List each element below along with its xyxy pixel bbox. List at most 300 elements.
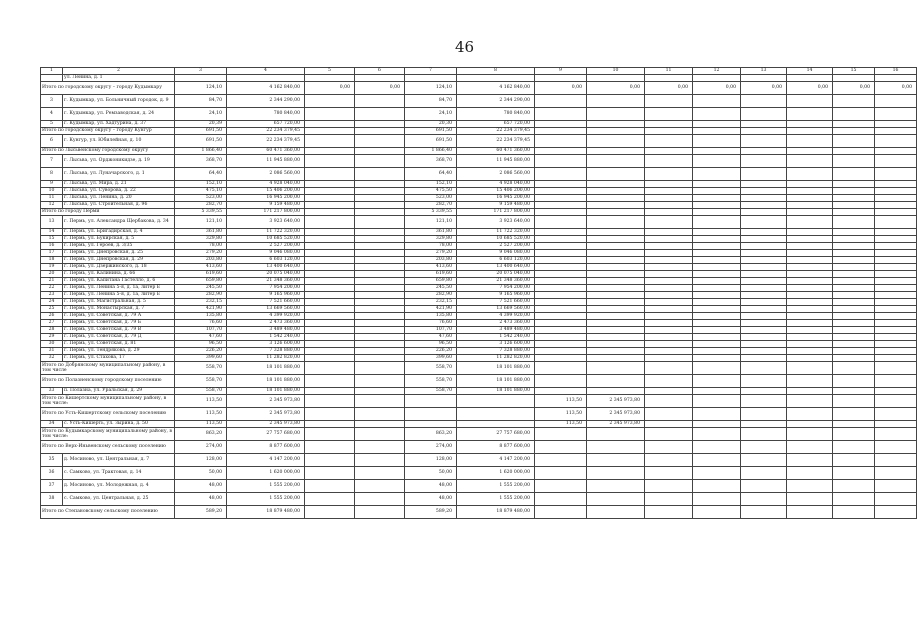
value-cell <box>833 135 875 148</box>
value-cell: 124,10 <box>405 82 457 95</box>
subtotal-label-cell: Итого по городу Перми <box>41 209 175 216</box>
value-cell: 2 344 290,00 <box>457 95 535 108</box>
value-cell <box>741 128 787 135</box>
value-cell <box>305 168 355 181</box>
address-cell: г. Пермь, ул. Монастырская, д. 7 <box>63 306 175 313</box>
value-cell: 64,40 <box>175 168 227 181</box>
value-cell <box>355 181 405 188</box>
value-cell <box>741 229 787 236</box>
value-cell: 558,70 <box>405 362 457 375</box>
value-cell <box>355 493 405 506</box>
value-cell <box>693 362 741 375</box>
value-cell <box>875 408 917 421</box>
value-cell: 3 126 600,00 <box>457 341 535 348</box>
value-cell <box>833 209 875 216</box>
value-cell <box>587 467 645 480</box>
value-cell: 589,20 <box>405 506 457 519</box>
value-cell: 21 348 360,00 <box>457 278 535 285</box>
value-cell <box>741 375 787 388</box>
value-cell <box>355 257 405 264</box>
row-number-cell: 16 <box>41 243 63 250</box>
value-cell: 1 620 000,00 <box>227 467 305 480</box>
value-cell <box>227 75 305 82</box>
value-cell <box>587 168 645 181</box>
value-cell: 18 879 480,00 <box>227 506 305 519</box>
budget-table <box>40 67 917 519</box>
value-cell <box>535 128 587 135</box>
value-cell <box>587 121 645 128</box>
table-row <box>41 195 917 202</box>
value-cell <box>693 480 741 493</box>
value-cell: 4 147 200,00 <box>227 454 305 467</box>
value-cell <box>645 408 693 421</box>
value-cell <box>305 441 355 454</box>
value-cell <box>587 285 645 292</box>
value-cell: 7 328 880,00 <box>227 348 305 355</box>
value-cell <box>305 108 355 121</box>
value-cell: 1 866,40 <box>405 148 457 155</box>
value-cell <box>645 320 693 327</box>
row-number-cell: 9 <box>41 181 63 188</box>
value-cell <box>833 306 875 313</box>
value-cell <box>693 327 741 334</box>
value-cell: 279,20 <box>175 250 227 257</box>
value-cell <box>833 216 875 229</box>
value-cell <box>787 285 833 292</box>
value-cell <box>833 348 875 355</box>
column-number-cell: 2 <box>63 68 175 75</box>
value-cell <box>645 292 693 299</box>
table-body <box>41 75 917 519</box>
value-cell <box>355 341 405 348</box>
value-cell: 558,70 <box>175 362 227 375</box>
value-cell: 2 345 973,80 <box>587 421 645 428</box>
value-cell <box>693 348 741 355</box>
subtotal-label-cell: Итого по Усть-Кишертскому сельскому поселению <box>41 408 175 421</box>
value-cell <box>833 493 875 506</box>
value-cell <box>693 467 741 480</box>
value-cell: 203,80 <box>405 257 457 264</box>
row-number-cell: 14 <box>41 229 63 236</box>
value-cell: 10 685 520,00 <box>457 236 535 243</box>
value-cell: 2 345 973,80 <box>587 395 645 408</box>
value-cell <box>645 441 693 454</box>
table-row <box>41 454 917 467</box>
address-cell: г. Лысьва, ул. Орджоникидзе, д. 19 <box>63 155 175 168</box>
value-cell <box>787 108 833 121</box>
row-number-cell: 7 <box>41 155 63 168</box>
table-row <box>41 299 917 306</box>
value-cell <box>305 250 355 257</box>
column-number-cell: 7 <box>405 68 457 75</box>
value-cell: 84,70 <box>175 95 227 108</box>
value-cell: 475,50 <box>405 188 457 195</box>
address-cell: г. Пермь, ул. Букирская, д. 5 <box>63 236 175 243</box>
subtotal-row <box>41 375 917 388</box>
value-cell <box>833 188 875 195</box>
value-cell <box>587 243 645 250</box>
value-cell <box>587 334 645 341</box>
value-cell <box>535 278 587 285</box>
value-cell <box>787 306 833 313</box>
row-number-cell: 37 <box>41 480 63 493</box>
value-cell <box>787 121 833 128</box>
value-cell <box>355 278 405 285</box>
value-cell: 691,50 <box>175 128 227 135</box>
value-cell <box>587 128 645 135</box>
value-cell: 0,00 <box>535 82 587 95</box>
value-cell <box>587 135 645 148</box>
value-cell <box>645 278 693 285</box>
value-cell <box>741 285 787 292</box>
row-number-cell: 13 <box>41 216 63 229</box>
value-cell <box>535 195 587 202</box>
row-number-cell: 22 <box>41 285 63 292</box>
address-cell: с. Самково, ул. Центральная, д. 25 <box>63 493 175 506</box>
value-cell <box>741 408 787 421</box>
value-cell <box>787 467 833 480</box>
value-cell: 274,00 <box>405 441 457 454</box>
value-cell: 619,60 <box>405 271 457 278</box>
value-cell <box>787 155 833 168</box>
value-cell <box>587 209 645 216</box>
value-cell <box>355 320 405 327</box>
value-cell <box>833 264 875 271</box>
value-cell <box>535 375 587 388</box>
value-cell <box>587 250 645 257</box>
column-number-cell: 14 <box>787 68 833 75</box>
address-cell: г. Пермь, ул. Советская, д. 81 <box>63 341 175 348</box>
value-cell <box>741 313 787 320</box>
value-cell <box>875 271 917 278</box>
value-cell <box>741 155 787 168</box>
address-cell: г. Пермь, ул. Бригадирская, д. 4 <box>63 229 175 236</box>
value-cell: 0,00 <box>305 82 355 95</box>
value-cell <box>587 292 645 299</box>
value-cell <box>305 320 355 327</box>
value-cell: 1 542 240,00 <box>227 334 305 341</box>
value-cell <box>693 75 741 82</box>
row-number-cell: 26 <box>41 313 63 320</box>
value-cell: 282,90 <box>405 292 457 299</box>
value-cell <box>535 202 587 209</box>
value-cell: 64,40 <box>405 168 457 181</box>
value-cell <box>535 243 587 250</box>
value-cell <box>693 355 741 362</box>
value-cell <box>305 121 355 128</box>
value-cell <box>355 348 405 355</box>
table-row <box>41 388 917 395</box>
value-cell <box>587 299 645 306</box>
table-row <box>41 168 917 181</box>
value-cell <box>535 264 587 271</box>
value-cell <box>535 236 587 243</box>
value-cell <box>535 292 587 299</box>
column-number-cell: 5 <box>305 68 355 75</box>
value-cell <box>535 334 587 341</box>
value-cell: 24,10 <box>405 108 457 121</box>
address-cell: г. Кудымкар, ул. Хадтурина, д. 37 <box>63 121 175 128</box>
value-cell <box>535 271 587 278</box>
value-cell <box>693 148 741 155</box>
table-row <box>41 216 917 229</box>
value-cell <box>645 341 693 348</box>
value-cell <box>305 493 355 506</box>
value-cell: 107,70 <box>175 327 227 334</box>
value-cell <box>741 195 787 202</box>
value-cell <box>875 362 917 375</box>
value-cell <box>645 243 693 250</box>
value-cell: 5 339,55 <box>175 209 227 216</box>
value-cell: 18 879 480,00 <box>457 506 535 519</box>
value-cell <box>535 493 587 506</box>
value-cell <box>833 128 875 135</box>
value-cell: 245,50 <box>405 285 457 292</box>
value-cell <box>355 243 405 250</box>
value-cell <box>305 506 355 519</box>
value-cell: 152,10 <box>405 181 457 188</box>
value-cell <box>457 75 535 82</box>
table-row <box>41 202 917 209</box>
value-cell: 282,70 <box>405 202 457 209</box>
value-cell: 13 669 560,00 <box>227 306 305 313</box>
value-cell <box>693 454 741 467</box>
subtotal-label-cell: Итого по Кудымкарскому муниципальному району, в том числе: <box>41 428 175 441</box>
value-cell <box>787 271 833 278</box>
value-cell: 113,50 <box>175 408 227 421</box>
value-cell <box>355 188 405 195</box>
value-cell <box>787 188 833 195</box>
value-cell <box>787 506 833 519</box>
value-cell: 7 954 200,00 <box>457 285 535 292</box>
value-cell <box>305 209 355 216</box>
value-cell <box>305 395 355 408</box>
value-cell <box>833 195 875 202</box>
row-number-cell: 10 <box>41 188 63 195</box>
value-cell <box>645 375 693 388</box>
value-cell <box>875 285 917 292</box>
value-cell <box>833 155 875 168</box>
value-cell <box>645 348 693 355</box>
column-number-cell: 10 <box>587 68 645 75</box>
column-number-row <box>41 68 917 75</box>
value-cell: 10 685 520,00 <box>227 236 305 243</box>
value-cell <box>833 75 875 82</box>
value-cell: 18 101 880,00 <box>227 362 305 375</box>
value-cell <box>787 128 833 135</box>
value-cell <box>535 299 587 306</box>
value-cell <box>833 202 875 209</box>
subtotal-label-cell: Итого по Добрянскому муниципальному району, в том числе <box>41 362 175 375</box>
value-cell <box>355 395 405 408</box>
value-cell: 0,00 <box>875 82 917 95</box>
value-cell <box>693 250 741 257</box>
row-number-cell: 34 <box>41 421 63 428</box>
value-cell: 558,70 <box>175 375 227 388</box>
value-cell: 657 720,00 <box>457 121 535 128</box>
value-cell: 558,70 <box>405 388 457 395</box>
value-cell <box>305 202 355 209</box>
value-cell <box>355 334 405 341</box>
subtotal-label-cell: Итого по городскому округу – городу Кунгур <box>41 128 175 135</box>
address-cell: г. Пермь, ул. Стахова, 17 <box>63 355 175 362</box>
value-cell: 691,50 <box>405 135 457 148</box>
table-row <box>41 250 917 257</box>
address-cell: г. Пермь, ул. Советская, д. 79 Д <box>63 334 175 341</box>
value-cell <box>305 454 355 467</box>
value-cell <box>693 408 741 421</box>
value-cell: 7 521 660,00 <box>457 299 535 306</box>
table-row <box>41 320 917 327</box>
value-cell <box>305 428 355 441</box>
value-cell <box>535 467 587 480</box>
value-cell <box>875 334 917 341</box>
value-cell <box>305 292 355 299</box>
subtotal-row <box>41 506 917 519</box>
value-cell <box>875 428 917 441</box>
value-cell <box>741 320 787 327</box>
value-cell: 96,50 <box>405 341 457 348</box>
value-cell: 113,50 <box>175 395 227 408</box>
value-cell <box>875 75 917 82</box>
value-cell <box>741 135 787 148</box>
value-cell <box>355 135 405 148</box>
value-cell: 475,10 <box>175 188 227 195</box>
value-cell <box>355 299 405 306</box>
row-number-cell: 20 <box>41 271 63 278</box>
address-cell: г. Лысьва, ул. Луначарского, д. 1 <box>63 168 175 181</box>
value-cell <box>787 341 833 348</box>
value-cell <box>305 467 355 480</box>
value-cell: 152,10 <box>175 181 227 188</box>
value-cell <box>587 95 645 108</box>
value-cell <box>741 480 787 493</box>
value-cell <box>787 257 833 264</box>
value-cell <box>741 202 787 209</box>
value-cell <box>741 250 787 257</box>
value-cell <box>305 327 355 334</box>
table-row <box>41 306 917 313</box>
value-cell: 11 282 820,00 <box>227 355 305 362</box>
value-cell <box>787 408 833 421</box>
value-cell: 8 877 600,00 <box>457 441 535 454</box>
value-cell <box>833 408 875 421</box>
value-cell <box>645 299 693 306</box>
row-number-cell: 29 <box>41 334 63 341</box>
table-row <box>41 467 917 480</box>
value-cell <box>875 320 917 327</box>
value-cell <box>741 216 787 229</box>
value-cell <box>741 148 787 155</box>
value-cell <box>645 168 693 181</box>
value-cell <box>305 195 355 202</box>
value-cell: 18 101 880,00 <box>457 362 535 375</box>
value-cell: 691,50 <box>175 135 227 148</box>
value-cell: 0,00 <box>833 82 875 95</box>
value-cell: 279,20 <box>405 250 457 257</box>
value-cell <box>693 271 741 278</box>
value-cell <box>587 306 645 313</box>
value-cell <box>693 428 741 441</box>
value-cell <box>645 195 693 202</box>
value-cell <box>741 428 787 441</box>
value-cell <box>833 95 875 108</box>
value-cell <box>833 395 875 408</box>
value-cell <box>693 155 741 168</box>
value-cell <box>741 493 787 506</box>
value-cell <box>405 421 457 428</box>
value-cell: 691,50 <box>405 128 457 135</box>
value-cell: 5 339,55 <box>405 209 457 216</box>
value-cell: 21 348 360,00 <box>227 278 305 285</box>
value-cell: 2 344 290,00 <box>227 95 305 108</box>
value-cell <box>535 148 587 155</box>
value-cell <box>587 148 645 155</box>
value-cell: 76,60 <box>405 320 457 327</box>
table-row <box>41 75 917 82</box>
budget-table-sheet <box>40 67 912 519</box>
value-cell <box>587 493 645 506</box>
value-cell <box>355 195 405 202</box>
value-cell: 15 406 200,00 <box>457 188 535 195</box>
value-cell <box>833 441 875 454</box>
value-cell <box>535 121 587 128</box>
row-number-cell: 18 <box>41 257 63 264</box>
value-cell <box>787 168 833 181</box>
page-number: 46 <box>455 38 475 56</box>
value-cell: 128,00 <box>405 454 457 467</box>
value-cell <box>587 188 645 195</box>
value-cell: 47,60 <box>405 334 457 341</box>
value-cell: 48,00 <box>175 480 227 493</box>
value-cell <box>875 250 917 257</box>
value-cell <box>305 148 355 155</box>
value-cell: 6 603 120,00 <box>227 257 305 264</box>
value-cell <box>833 285 875 292</box>
value-cell <box>833 480 875 493</box>
value-cell: 18 101 880,00 <box>457 388 535 395</box>
value-cell: 2 086 560,00 <box>457 168 535 181</box>
row-number-cell: 15 <box>41 236 63 243</box>
value-cell <box>833 299 875 306</box>
value-cell <box>535 388 587 395</box>
value-cell <box>693 243 741 250</box>
value-cell: 6 603 120,00 <box>457 257 535 264</box>
value-cell <box>587 355 645 362</box>
value-cell: 22 234 379,45 <box>227 128 305 135</box>
value-cell <box>741 506 787 519</box>
value-cell: 16 945 200,00 <box>227 195 305 202</box>
value-cell <box>645 421 693 428</box>
value-cell <box>305 181 355 188</box>
value-cell <box>645 313 693 320</box>
value-cell <box>693 229 741 236</box>
value-cell: 399,60 <box>175 355 227 362</box>
value-cell <box>787 388 833 395</box>
value-cell <box>741 236 787 243</box>
value-cell <box>741 292 787 299</box>
value-cell <box>355 454 405 467</box>
column-number-cell: 6 <box>355 68 405 75</box>
value-cell <box>875 195 917 202</box>
address-cell: с. Усть-Кишерть, ул. Зырина, д. 50 <box>63 421 175 428</box>
value-cell <box>305 480 355 493</box>
table-row <box>41 313 917 320</box>
column-number-cell: 3 <box>175 68 227 75</box>
value-cell <box>645 362 693 375</box>
value-cell <box>535 313 587 320</box>
value-cell <box>645 121 693 128</box>
